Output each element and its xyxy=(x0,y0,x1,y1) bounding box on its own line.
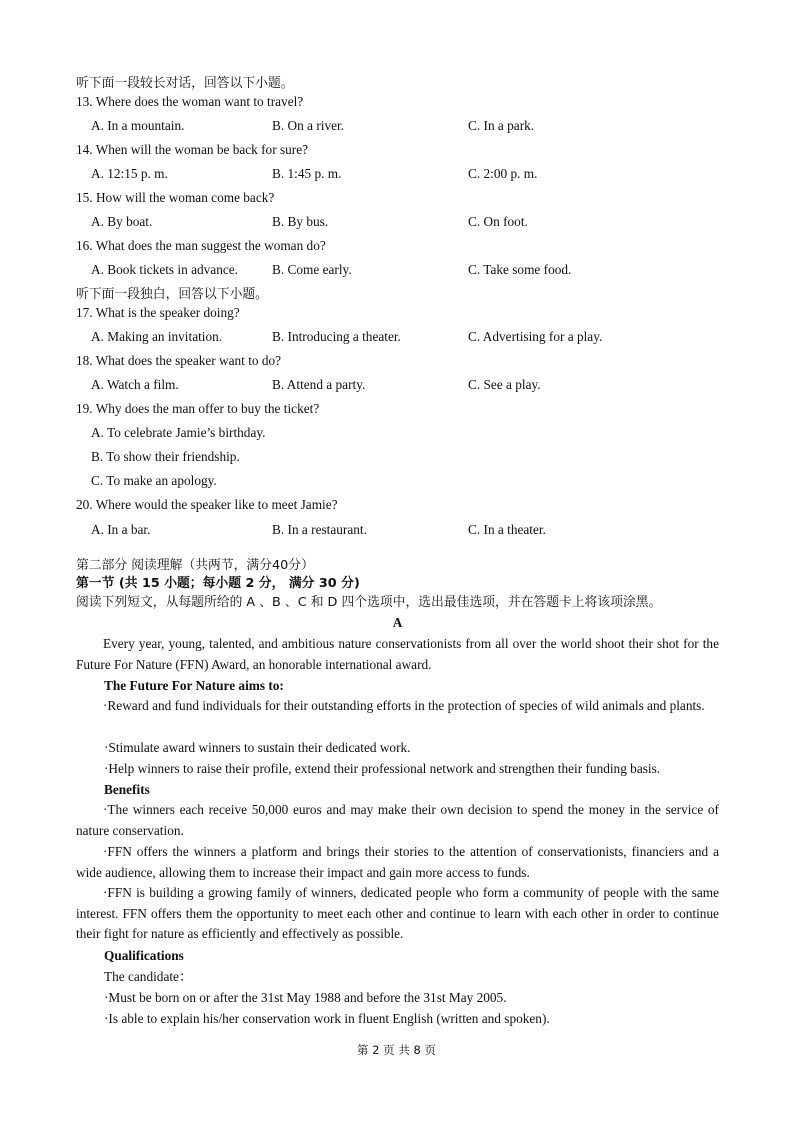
option-20a: A. In a bar. xyxy=(91,522,151,537)
question-13: 13. Where does the woman want to travel? xyxy=(76,94,304,109)
instruction-monologue: 听下面一段独白，回答以下小题。 xyxy=(76,287,268,302)
option-16b: B. Come early. xyxy=(272,262,352,277)
option-16a: A. Book tickets in advance. xyxy=(91,262,238,277)
option-17a: A. Making an invitation. xyxy=(91,329,223,344)
question-19: 19. Why does the man offer to buy the ticket? xyxy=(76,401,320,416)
benefit-1: ·The winners each receive 50,000 euros and may make their own decision to spend the money in the service of nature conservation. xyxy=(76,802,719,838)
option-17b: B. Introducing a theater. xyxy=(272,329,401,344)
part-two-title: 第二部分 阅读理解（共两节，满分40分） xyxy=(76,558,314,573)
option-19a: A. To celebrate Jamie’s birthday. xyxy=(91,425,266,440)
option-20b: B. In a restaurant. xyxy=(272,522,367,537)
option-13c: C. In a park. xyxy=(468,118,535,133)
question-20: 20. Where would the speaker like to meet Jamie? xyxy=(76,497,338,512)
aims-heading: The Future For Nature aims to: xyxy=(104,678,284,693)
question-14: 14. When will the woman be back for sure? xyxy=(76,142,309,157)
option-14a: A. 12:15 p. m. xyxy=(91,166,168,181)
option-19c: C. To make an apology. xyxy=(91,473,217,488)
qualifications-heading: Qualifications xyxy=(104,948,184,963)
passage-intro: Every year, young, talented, and ambitious nature conservationists from all over the world shoot their shot for the Future For Nature (FFN) Award, an honorable international award. xyxy=(76,636,719,672)
aim-1: ·Reward and fund individuals for their outstanding efforts in the protection of species of wild animals and plants. xyxy=(103,698,705,713)
option-15a: A. By boat. xyxy=(91,214,153,229)
option-15c: C. On foot. xyxy=(468,214,528,229)
reading-instruction: 阅读下列短文，从每题所给的 A 、B 、C 和 D 四个选项中，选出最佳选项，并在答题卡上将该项涂黑。 xyxy=(76,595,662,610)
option-20c: C. In a theater. xyxy=(468,522,546,537)
option-17c: C. Advertising for a play. xyxy=(468,329,603,344)
option-18c: C. See a play. xyxy=(468,377,541,392)
candidate-label: The candidate： xyxy=(104,969,193,984)
aim-2: ·Stimulate award winners to sustain their dedicated work. xyxy=(104,740,411,755)
option-16c: C. Take some food. xyxy=(468,262,572,277)
option-13b: B. On a river. xyxy=(272,118,345,133)
benefit-2: ·FFN offers the winners a platform and brings their stories to the attention of conservationists, financiers and a wide audience, allowing them to increase their impact and gain more access to funds. xyxy=(76,844,719,880)
option-14c: C. 2:00 p. m. xyxy=(468,166,538,181)
option-14b: B. 1:45 p. m. xyxy=(272,166,342,181)
question-17: 17. What is the speaker doing? xyxy=(76,305,240,320)
question-15: 15. How will the woman come back? xyxy=(76,190,275,205)
benefit-3: ·FFN is building a growing family of winners, dedicated people who form a community of people with the same interest. FFN offers them the opportunity to meet each other and continue to learn with each other in order to continue their fight for nature as efficiently and effectively as possible. xyxy=(76,885,719,942)
benefits-heading: Benefits xyxy=(104,782,150,797)
passage-label: A xyxy=(392,615,403,630)
section-one-title: 第一节 (共 15 小题；每小题 2 分， 满分 30 分) xyxy=(76,576,360,591)
question-18: 18. What does the speaker want to do? xyxy=(76,353,282,368)
aim-3: ·Help winners to raise their profile, extend their professional network and strengthen their funding basis. xyxy=(104,761,661,776)
option-18a: A. Watch a film. xyxy=(91,377,179,392)
qualification-2: ·Is able to explain his/her conservation work in fluent English (written and spoken). xyxy=(104,1011,550,1026)
option-13a: A. In a mountain. xyxy=(91,118,185,133)
question-16: 16. What does the man suggest the woman do? xyxy=(76,238,326,253)
page-footer: 第 2 页 共 8 页 xyxy=(357,1043,436,1057)
option-18b: B. Attend a party. xyxy=(272,377,366,392)
qualification-1: ·Must be born on or after the 31st May 1988 and before the 31st May 2005. xyxy=(104,990,507,1005)
option-15b: B. By bus. xyxy=(272,214,329,229)
option-19b: B. To show their friendship. xyxy=(91,449,240,464)
instruction-dialog: 听下面一段较长对话，回答以下小题。 xyxy=(76,76,294,91)
